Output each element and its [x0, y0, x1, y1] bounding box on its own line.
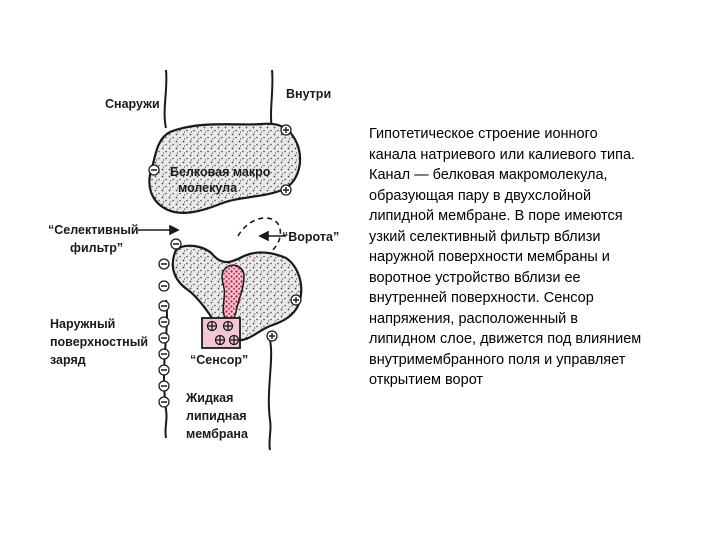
membrane-line-outer-right [271, 70, 272, 130]
caption-line: воротное устройство вблизи ее [369, 269, 581, 286]
label-surface-2: поверхностный [50, 335, 149, 349]
label-selective-1: “Селективный [48, 223, 139, 237]
label-membrane-3: мембрана [186, 427, 248, 441]
caption-line: напряжения, расположенный в [369, 310, 578, 327]
caption-line: внутренней поверхности. Сенсор [369, 290, 594, 306]
membrane-line-outer-left [165, 70, 167, 128]
caption-line: наружной поверхности мембраны и [369, 249, 610, 265]
membrane-line-bottom-right [269, 340, 271, 450]
caption-line: канала натриевого или калиевого типа. [369, 146, 636, 163]
gate-outline [238, 218, 280, 252]
label-sensor: “Сенсор” [190, 353, 249, 367]
label-selective-2: фильтр” [70, 241, 124, 255]
label-outside: Снаружи [105, 97, 160, 111]
label-membrane-2: липидная [186, 409, 247, 423]
label-protein-1: Белковая макро [170, 165, 271, 179]
label-surface-3: заряд [50, 353, 86, 367]
caption-line: узкий селективный фильтр вблизи [369, 228, 601, 245]
label-surface-1: Наружный [50, 317, 116, 331]
caption-line: образующая пару в двухслойной [369, 187, 592, 204]
caption-line: липидном слое, движется под влиянием [369, 331, 642, 347]
label-gate: “Ворота” [282, 230, 340, 244]
caption-line: Канал — белковая макромолекула, [369, 167, 608, 183]
label-inside: Внутри [286, 87, 332, 101]
caption-text [369, 124, 714, 391]
caption-line: открытием ворот [369, 372, 484, 388]
label-arrows [138, 226, 286, 240]
label-protein-2: молекула [178, 181, 238, 195]
caption-line: Гипотетическое строение ионного [369, 126, 598, 142]
label-membrane-1: Жидкая [186, 391, 234, 405]
caption-line: липидной мембране. В поре имеются [369, 208, 623, 224]
caption-line: внутримембранного поля и управляет [369, 351, 626, 368]
